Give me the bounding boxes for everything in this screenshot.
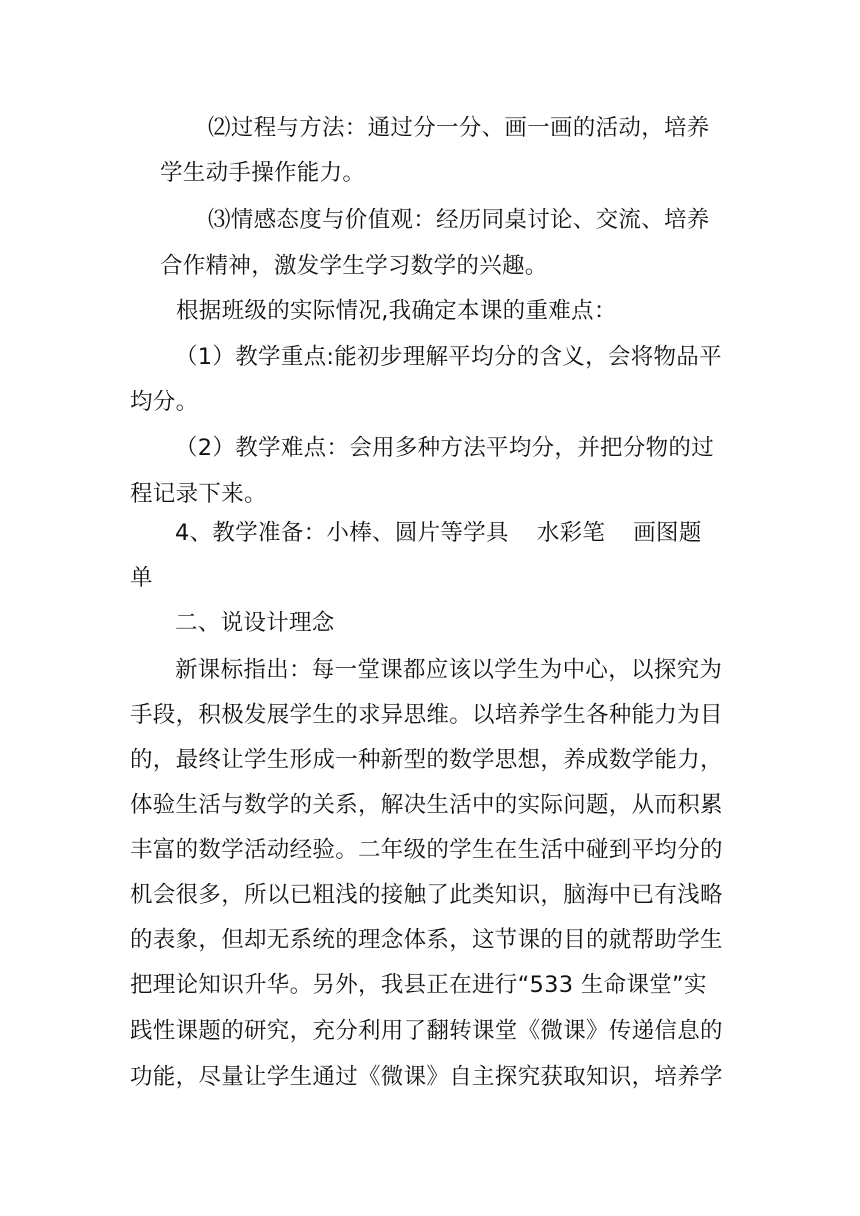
text-line: 程记录下来。 xyxy=(130,481,267,507)
prep-label: 4、教学准备：小棒、圆片等学具 xyxy=(175,520,509,546)
text-line: 单 xyxy=(130,565,153,591)
text-line: 新课标指出：每一堂课都应该以学生为中心，以探究为 xyxy=(175,657,723,683)
text-line: 均分。 xyxy=(130,389,199,415)
text-line: 手段，积极发展学生的求异思维。以培养学生各种能力为目 xyxy=(130,702,723,728)
prep-item: 画图题 xyxy=(633,520,702,546)
text-line: 根据班级的实际情况,我确定本课的重难点： xyxy=(176,298,617,324)
text-line: 的，最终让学生形成一种新型的数学思想，养成数学能力， xyxy=(130,747,723,773)
text-line: 功能，尽量让学生通过《微课》自主探究获取知识，培养学 xyxy=(130,1064,723,1090)
text-line: 机会很多，所以已粗浅的接触了此类知识，脑海中已有浅略 xyxy=(130,882,723,908)
text-line: ⑶情感态度与价值观：经历同桌讨论、交流、培养 xyxy=(208,207,710,233)
teaching-prep-line xyxy=(175,518,702,548)
prep-item: 水彩笔 xyxy=(536,520,606,546)
text-line: 践性课题的研究，充分利用了翻转课堂《微课》传递信息的 xyxy=(130,1018,723,1044)
text-line: 的表象，但却无系统的理念体系，这节课的目的就帮助学生 xyxy=(130,927,723,953)
text-line: 丰富的数学活动经验。二年级的学生在生活中碰到平均分的 xyxy=(130,837,723,863)
section-heading: 二、说设计理念 xyxy=(175,610,335,636)
text-line: 体验生活与数学的关系，解决生活中的实际问题，从而积累 xyxy=(130,792,723,818)
text-line: （2）教学难点：会用多种方法平均分，并把分物的过 xyxy=(175,435,715,461)
text-line: ⑵过程与方法：通过分一分、画一画的活动，培养 xyxy=(208,115,710,141)
text-line: （1）教学重点:能初步理解平均分的含义，会将物品平 xyxy=(175,344,722,370)
text-line: 合作精神，激发学生学习数学的兴趣。 xyxy=(160,253,548,279)
text-line: 学生动手操作能力。 xyxy=(160,160,366,186)
text-line: 把理论知识升华。另外，我县正在进行“533 生命课堂”实 xyxy=(130,972,707,998)
